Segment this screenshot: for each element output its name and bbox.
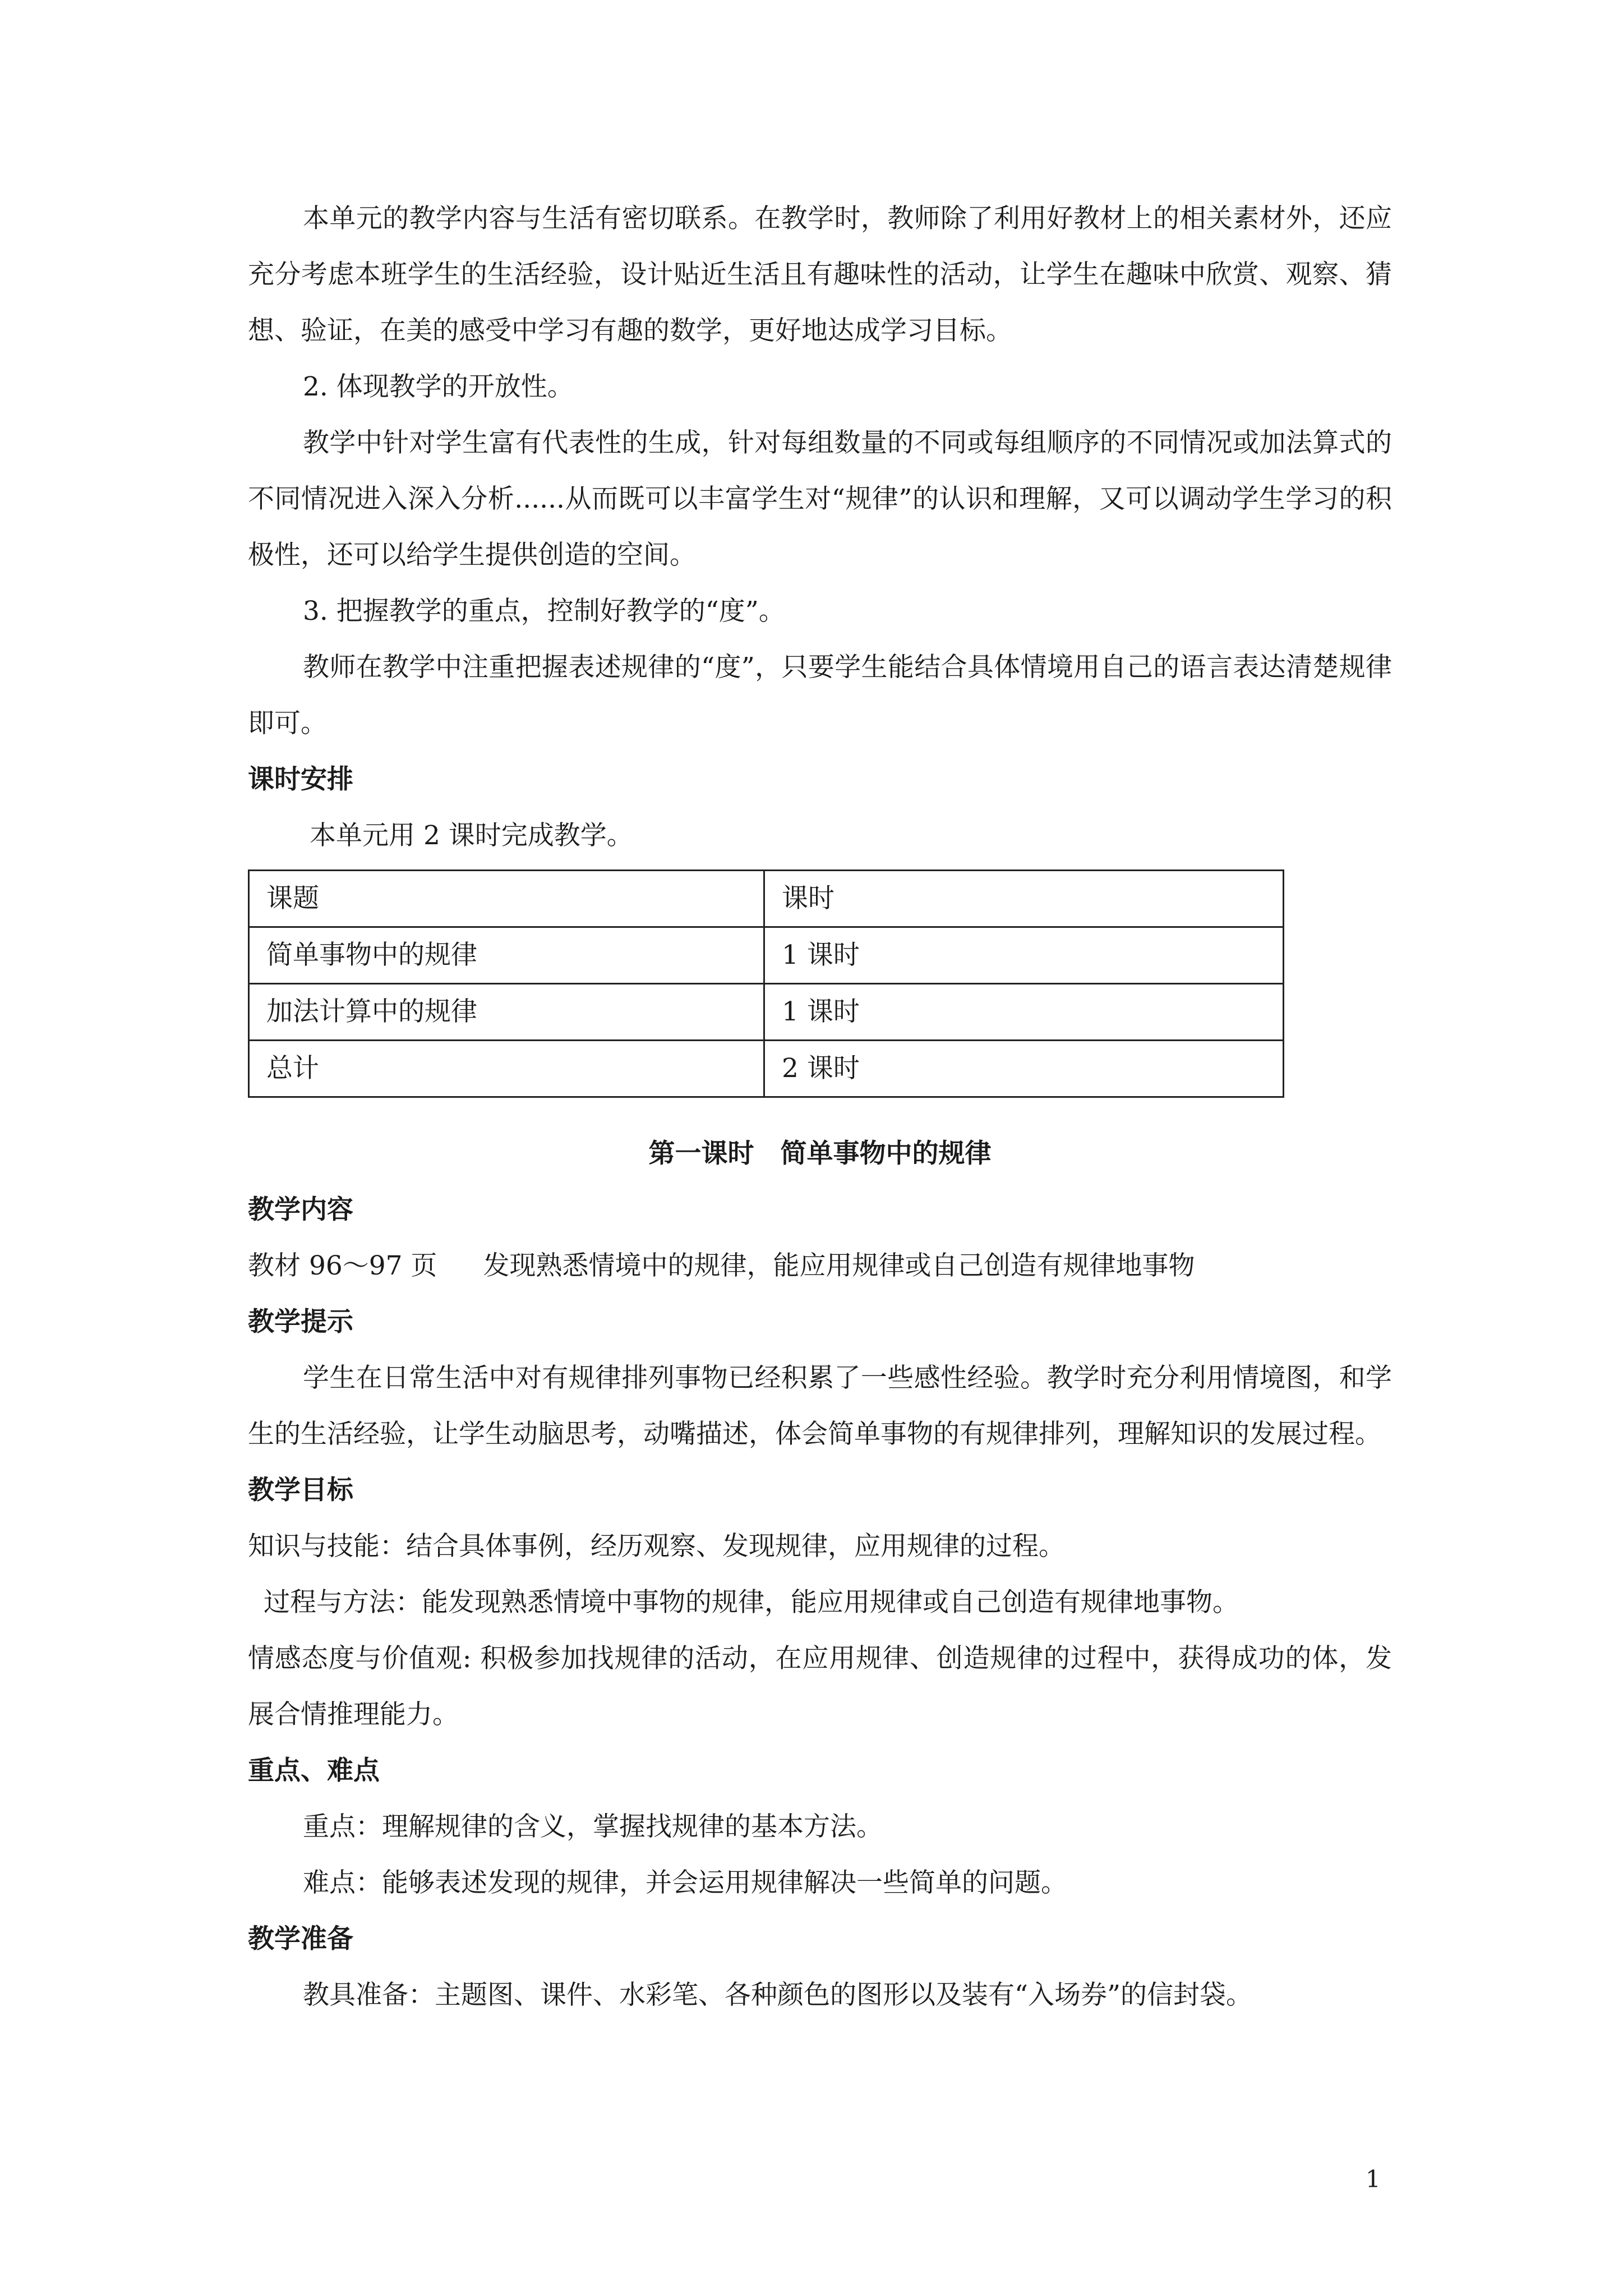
prep-heading: 教学准备 bbox=[248, 1924, 353, 1954]
prep-text: 教具准备：主题图、课件、水彩笔、各种颜色的图形以及装有“入场券”的信封袋。 bbox=[303, 1980, 1253, 2010]
content-text: 发现熟悉情境中的规律，能应用规律或自己创造有规律地事物 bbox=[483, 1250, 1195, 1281]
goal-process: 过程与方法：能发现熟悉情境中事物的规律，能应用规律或自己创造有规律地事物。 bbox=[264, 1587, 1239, 1618]
table-row bbox=[249, 927, 1284, 984]
intro-paragraph-2: 教学中针对学生富有代表性的生成，针对每组数量的不同或每组顺序的不同情况或加法算式的不同情况进入深入分析......从而既可以丰富学生对“规律”的认识和理解，又可以调动学生学习的积极性，还可以给学生提供创造的空间。 bbox=[248, 427, 1392, 570]
lesson-title: 第一课时 简单事物中的规律 bbox=[648, 1138, 992, 1169]
intro-item-3: 3. 把握教学的重点，控制好教学的“度”。 bbox=[303, 596, 785, 627]
schedule-note: 本单元用 2 课时完成教学。 bbox=[310, 820, 633, 851]
content-line bbox=[248, 1238, 1392, 1294]
page-number: 1 bbox=[1366, 2165, 1381, 2193]
table-cell: 加法计算中的规律 bbox=[249, 984, 764, 1041]
page-content bbox=[248, 191, 1392, 2023]
intro-paragraph-3: 教师在教学中注重把握表述规律的“度”，只要学生能结合具体情境用自己的语言表达清楚规律即可。 bbox=[248, 652, 1392, 739]
difficult-point: 难点：能够表述发现的规律，并会运用规律解决一些简单的问题。 bbox=[303, 1867, 1067, 1898]
key-difficult-heading: 重点、难点 bbox=[248, 1755, 380, 1786]
key-point: 重点：理解规律的含义，掌握找规律的基本方法。 bbox=[303, 1811, 883, 1842]
table-header-cell: 课题 bbox=[249, 871, 764, 927]
goals-heading: 教学目标 bbox=[248, 1475, 353, 1506]
table-cell: 1 课时 bbox=[764, 984, 1284, 1041]
table-header-row bbox=[249, 871, 1284, 927]
schedule-table bbox=[248, 869, 1284, 1098]
table-cell: 简单事物中的规律 bbox=[249, 927, 764, 984]
schedule-heading: 课时安排 bbox=[248, 764, 353, 795]
goal-attitude: 情感态度与价值观: 积极参加找规律的活动，在应用规律、创造规律的过程中，获得成功的体，发展合情推理能力。 bbox=[248, 1643, 1392, 1730]
table-header-cell: 课时 bbox=[764, 871, 1284, 927]
tips-heading: 教学提示 bbox=[248, 1306, 353, 1337]
tips-paragraph: 学生在日常生活中对有规律排列事物已经积累了一些感性经验。教学时充分利用情境图，和学生的生活经验，让学生动脑思考，动嘴描述，体会简单事物的有规律排列，理解知识的发展过程。 bbox=[248, 1363, 1392, 1450]
table-row bbox=[249, 1041, 1284, 1097]
content-heading: 教学内容 bbox=[248, 1194, 353, 1225]
table-cell: 总计 bbox=[249, 1041, 764, 1097]
intro-paragraph-1: 本单元的教学内容与生活有密切联系。在教学时，教师除了利用好教材上的相关素材外，还应充分考虑本班学生的生活经验，设计贴近生活且有趣味性的活动，让学生在趣味中欣赏、观察、猜想、验证，在美的感受中学习有趣的数学，更好地达成学习目标。 bbox=[248, 203, 1392, 346]
table-cell: 1 课时 bbox=[764, 927, 1284, 984]
table-row bbox=[249, 984, 1284, 1041]
content-reference: 教材 96～97 页 bbox=[248, 1250, 437, 1281]
table-cell: 2 课时 bbox=[764, 1041, 1284, 1097]
intro-item-2: 2. 体现教学的开放性。 bbox=[303, 371, 574, 402]
goal-knowledge: 知识与技能：结合具体事例，经历观察、发现规律，应用规律的过程。 bbox=[248, 1531, 1065, 1562]
